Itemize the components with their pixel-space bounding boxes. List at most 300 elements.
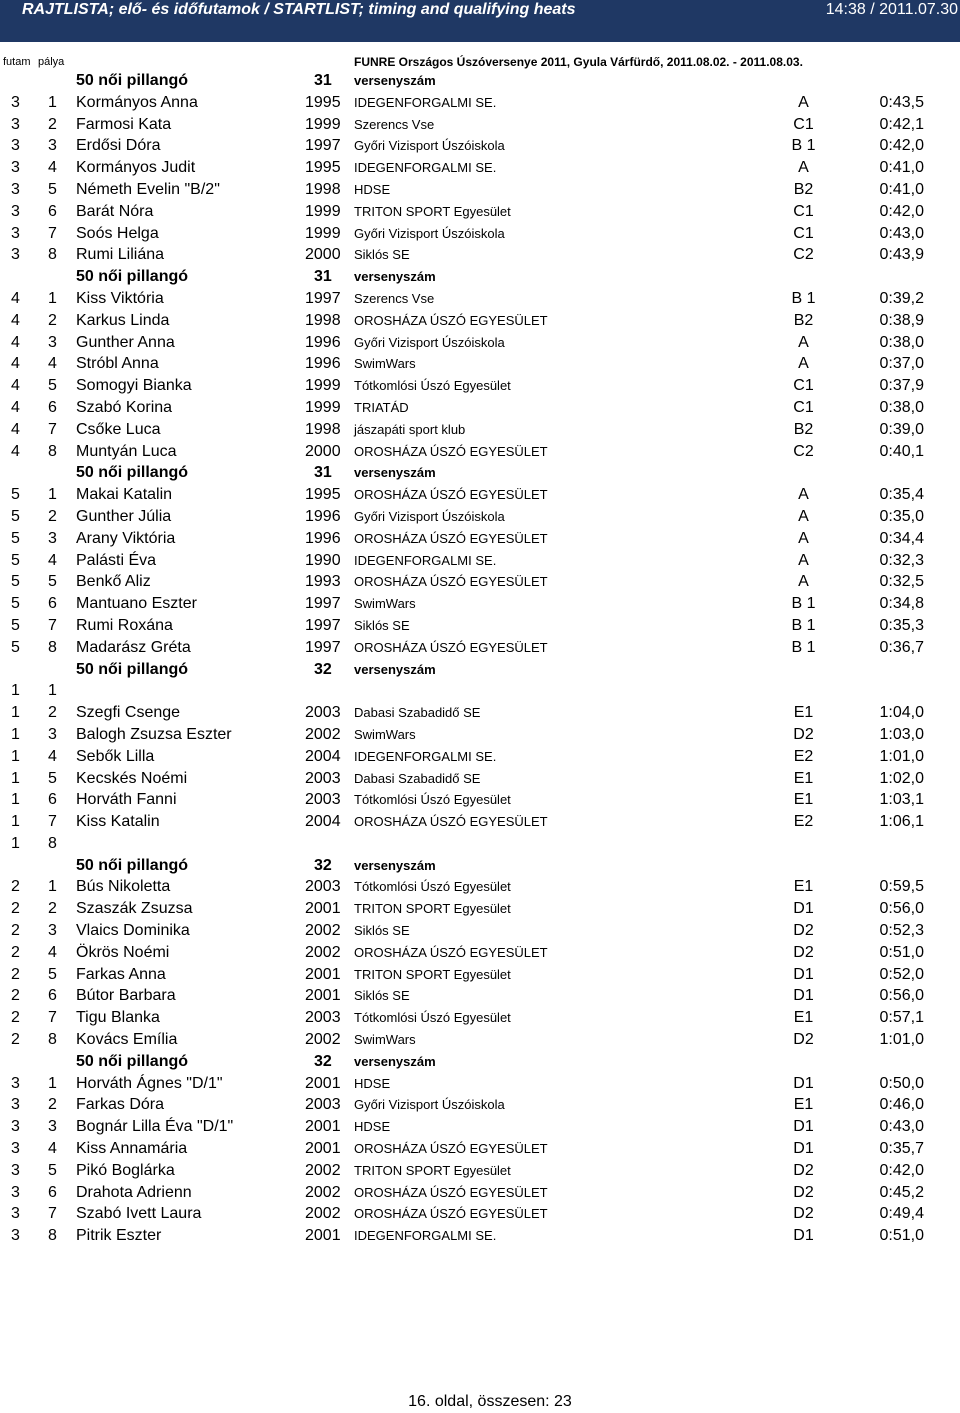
entry-time: 0:36,7 (879, 638, 924, 656)
table-row (0, 964, 960, 986)
heat-number: 2 (11, 943, 20, 961)
club-name: TRITON SPORT Egyesület (354, 1162, 511, 1178)
table-row (0, 571, 960, 593)
club-name: jászapáti sport klub (354, 421, 466, 437)
table-row (0, 1160, 960, 1182)
event-number: 31 (314, 464, 332, 482)
lane-number: 3 (48, 333, 57, 351)
birth-year: 1999 (305, 202, 341, 220)
lane-number: 5 (48, 769, 57, 787)
age-category: A (798, 573, 809, 591)
age-category: E1 (793, 1009, 814, 1027)
age-category: B2 (793, 420, 814, 438)
entry-time: 1:01,0 (879, 1031, 924, 1049)
heat-number: 4 (11, 442, 20, 460)
birth-year: 2001 (305, 1074, 341, 1092)
entry-time: 0:42,0 (879, 1161, 924, 1179)
club-name: TRITON SPORT Egyesület (354, 966, 511, 982)
entry-time: 0:37,9 (879, 377, 924, 395)
entry-time: 0:35,3 (879, 616, 924, 634)
club-name: Siklós SE (354, 988, 410, 1004)
lane-number: 1 (48, 682, 57, 700)
age-category: D2 (793, 1031, 814, 1049)
heat-number: 5 (11, 573, 20, 591)
entry-time: 0:51,0 (879, 1227, 924, 1245)
birth-year: 1995 (305, 159, 341, 177)
heat-number: 3 (11, 180, 20, 198)
birth-year: 2000 (305, 246, 341, 264)
table-row (0, 1225, 960, 1247)
lane-number: 3 (48, 1118, 57, 1136)
table-row (0, 1007, 960, 1029)
club-name: SwimWars (354, 726, 416, 742)
entry-time: 0:38,0 (879, 333, 924, 351)
lane-number: 7 (48, 224, 57, 242)
lane-number: 3 (48, 725, 57, 743)
entry-time: 0:43,0 (879, 224, 924, 242)
table-row (0, 1203, 960, 1225)
age-category: D2 (793, 1183, 814, 1201)
swimmer-name: Ökrös Noémi (76, 943, 170, 961)
club-name: HDSE (354, 1119, 391, 1135)
swimmer-name: Szabó Ivett Laura (76, 1205, 202, 1223)
birth-year: 2003 (305, 878, 341, 896)
entry-time: 0:57,1 (879, 1009, 924, 1027)
lane-number: 5 (48, 965, 57, 983)
age-category: B 1 (791, 289, 816, 307)
table-row (0, 593, 960, 615)
club-name: HDSE (354, 181, 391, 197)
club-name: Szerencs Vse (354, 290, 435, 306)
table-row (0, 397, 960, 419)
age-category: A (798, 93, 809, 111)
birth-year: 1998 (305, 420, 341, 438)
table-row (0, 484, 960, 506)
heat-number: 5 (11, 529, 20, 547)
table-row (0, 332, 960, 354)
birth-year: 2000 (305, 442, 341, 460)
lane-number: 4 (48, 355, 57, 373)
birth-year: 2003 (305, 769, 341, 787)
swimmer-name: Barát Nóra (76, 202, 154, 220)
entry-time: 0:56,0 (879, 900, 924, 918)
birth-year: 2003 (305, 704, 341, 722)
birth-year: 1996 (305, 333, 341, 351)
lane-number: 4 (48, 159, 57, 177)
page-footer: 16. oldal, összesen: 23 (408, 1393, 572, 1410)
club-name: TRITON SPORT Egyesület (354, 901, 511, 917)
entry-time: 0:41,0 (879, 180, 924, 198)
club-name: OROSHÁZA ÚSZÓ EGYESÜLET (354, 1206, 548, 1222)
swimmer-name: Sebők Lilla (76, 747, 155, 765)
swimmer-name: Szegfi Csenge (76, 704, 181, 722)
club-name: Tótkomlósi Úszó Egyesület (354, 378, 511, 394)
lane-number: 6 (48, 595, 57, 613)
birth-year: 1997 (305, 616, 341, 634)
age-category: B2 (793, 180, 814, 198)
lane-number: 3 (48, 137, 57, 155)
swimmer-name: Soós Helga (76, 224, 159, 242)
column-header-heat: futam (3, 56, 31, 68)
birth-year: 2002 (305, 943, 341, 961)
event-label: versenyszám (354, 1053, 436, 1069)
swimmer-name: Pikó Boglárka (76, 1161, 175, 1179)
swimmer-name: Makai Katalin (76, 486, 173, 504)
age-category: D2 (793, 1205, 814, 1223)
swimmer-name: Kiss Viktória (76, 289, 164, 307)
lane-number: 8 (48, 638, 57, 656)
swimmer-name: Kormányos Anna (76, 93, 198, 111)
event-number: 32 (314, 856, 332, 874)
club-name: Szerencs Vse (354, 116, 435, 132)
club-name: Tótkomlósi Úszó Egyesület (354, 879, 511, 895)
table-row (0, 441, 960, 463)
heat-number: 4 (11, 377, 20, 395)
entry-time: 0:43,9 (879, 246, 924, 264)
lane-number: 6 (48, 202, 57, 220)
heat-number: 3 (11, 1140, 20, 1158)
heat-number: 4 (11, 311, 20, 329)
heat-number: 1 (11, 704, 20, 722)
lane-number: 5 (48, 180, 57, 198)
age-category: D1 (793, 900, 814, 918)
age-category: E1 (793, 791, 814, 809)
entry-time: 0:42,0 (879, 202, 924, 220)
age-category: D1 (793, 1140, 814, 1158)
age-category: C1 (793, 398, 814, 416)
event-number: 31 (314, 72, 332, 89)
birth-year: 2003 (305, 791, 341, 809)
table-row (0, 680, 960, 702)
swimmer-name: Bús Nikoletta (76, 878, 171, 896)
heat-number: 1 (11, 813, 20, 831)
birth-year: 2001 (305, 965, 341, 983)
age-category: A (798, 333, 809, 351)
table-row (0, 201, 960, 223)
swimmer-name: Arany Viktória (76, 529, 176, 547)
swimmer-name: Kormányos Judit (76, 159, 196, 177)
entry-time: 0:39,0 (879, 420, 924, 438)
table-row (0, 811, 960, 833)
entry-time: 0:35,4 (879, 486, 924, 504)
club-name: TRIATÁD (354, 399, 409, 415)
birth-year: 2001 (305, 900, 341, 918)
lane-number: 7 (48, 420, 57, 438)
club-name: IDEGENFORGALMI SE. (354, 1228, 497, 1244)
entry-time: 1:03,0 (879, 725, 924, 743)
age-category: B 1 (791, 137, 816, 155)
event-label: versenyszám (354, 661, 436, 677)
entry-time: 0:59,5 (879, 878, 924, 896)
entry-time: 0:40,1 (879, 442, 924, 460)
swimmer-name: Erdősi Dóra (76, 137, 161, 155)
age-category: D2 (793, 922, 814, 940)
lane-number: 1 (48, 486, 57, 504)
club-name: SwimWars (354, 1032, 416, 1048)
heat-number: 1 (11, 834, 20, 852)
swimmer-name: Rumi Liliána (76, 246, 165, 264)
heat-number: 3 (11, 1227, 20, 1245)
entry-time: 0:35,7 (879, 1140, 924, 1158)
lane-number: 5 (48, 1161, 57, 1179)
lane-number: 6 (48, 987, 57, 1005)
birth-year: 1999 (305, 224, 341, 242)
entry-time: 0:56,0 (879, 987, 924, 1005)
heat-number: 5 (11, 638, 20, 656)
age-category: D2 (793, 1161, 814, 1179)
swimmer-name: Stróbl Anna (76, 355, 159, 373)
swimmer-name: Benkő Aliz (76, 573, 151, 591)
birth-year: 1996 (305, 529, 341, 547)
club-name: OROSHÁZA ÚSZÓ EGYESÜLET (354, 944, 548, 960)
age-category: B 1 (791, 595, 816, 613)
document-title: RAJTLISTA; elő- és időfutamok / STARTLIST; timing and qualifying heats (22, 1, 576, 18)
entry-time: 0:46,0 (879, 1096, 924, 1114)
birth-year: 1997 (305, 638, 341, 656)
entry-time: 0:43,0 (879, 1118, 924, 1136)
lane-number: 8 (48, 1031, 57, 1049)
club-name: HDSE (354, 1075, 391, 1091)
event-label: versenyszám (354, 857, 436, 873)
heat-number: 3 (11, 1074, 20, 1092)
swimmer-name: Gunther Júlia (76, 507, 172, 525)
title-bar (0, 0, 960, 42)
age-category: C1 (793, 115, 814, 133)
entry-time: 0:43,5 (879, 93, 924, 111)
swimmer-name: Németh Evelin "B/2" (76, 180, 220, 198)
swimmer-name: Gunther Anna (76, 333, 175, 351)
birth-year: 2001 (305, 1118, 341, 1136)
swimmer-name: Balogh Zsuzsa Eszter (76, 725, 232, 743)
age-category: A (798, 159, 809, 177)
birth-year: 1998 (305, 311, 341, 329)
entry-time: 0:38,9 (879, 311, 924, 329)
club-name: OROSHÁZA ÚSZÓ EGYESÜLET (354, 639, 548, 655)
swimmer-name: Csőke Luca (76, 420, 161, 438)
entry-time: 0:39,2 (879, 289, 924, 307)
event-label: versenyszám (354, 465, 436, 481)
table-row (0, 244, 960, 266)
event-header (0, 855, 960, 877)
table-row (0, 702, 960, 724)
birth-year: 2004 (305, 747, 341, 765)
lane-number: 2 (48, 115, 57, 133)
entry-time: 1:01,0 (879, 747, 924, 765)
club-name: Tótkomlósi Úszó Egyesület (354, 1010, 511, 1026)
lane-number: 7 (48, 616, 57, 634)
swimmer-name: Somogyi Bianka (76, 377, 192, 395)
lane-number: 4 (48, 551, 57, 569)
birth-year: 1996 (305, 507, 341, 525)
club-name: Siklós SE (354, 923, 410, 939)
swimmer-name: Madarász Gréta (76, 638, 191, 656)
entry-time: 0:50,0 (879, 1074, 924, 1092)
swimmer-name: Tigu Blanka (76, 1009, 160, 1027)
swimmer-name: Bútor Barbara (76, 987, 176, 1005)
lane-number: 6 (48, 398, 57, 416)
table-row (0, 1029, 960, 1051)
lane-number: 3 (48, 529, 57, 547)
event-header (0, 462, 960, 484)
table-row (0, 157, 960, 179)
event-header (0, 659, 960, 681)
table-row (0, 1138, 960, 1160)
entry-time: 0:32,3 (879, 551, 924, 569)
entry-time: 0:38,0 (879, 398, 924, 416)
table-row (0, 310, 960, 332)
event-label: versenyszám (354, 269, 436, 285)
lane-number: 1 (48, 289, 57, 307)
table-row (0, 223, 960, 245)
swimmer-name: Szabó Korina (76, 398, 173, 416)
swimmer-name: Karkus Linda (76, 311, 170, 329)
age-category: C1 (793, 202, 814, 220)
age-category: C2 (793, 442, 814, 460)
lane-number: 6 (48, 1183, 57, 1201)
heat-number: 3 (11, 137, 20, 155)
heat-number: 2 (11, 1009, 20, 1027)
age-category: D2 (793, 943, 814, 961)
entry-time: 1:04,0 (879, 704, 924, 722)
table-row (0, 114, 960, 136)
age-category: A (798, 551, 809, 569)
club-name: Dabasi Szabadidő SE (354, 770, 481, 786)
age-category: E1 (793, 704, 814, 722)
birth-year: 1993 (305, 573, 341, 591)
age-category: D2 (793, 725, 814, 743)
entry-time: 0:37,0 (879, 355, 924, 373)
swimmer-name: Bognár Lilla Éva "D/1" (76, 1118, 234, 1136)
table-row (0, 135, 960, 157)
heat-number: 3 (11, 1161, 20, 1179)
event-name: 50 női pillangó (76, 1052, 189, 1070)
heat-number: 3 (11, 1205, 20, 1223)
birth-year: 2003 (305, 1009, 341, 1027)
heat-number: 3 (11, 1183, 20, 1201)
event-label: versenyszám (354, 73, 436, 88)
birth-year: 1999 (305, 115, 341, 133)
swimmer-name: Mantuano Eszter (76, 595, 197, 613)
swimmer-name: Kovács Emília (76, 1031, 178, 1049)
heat-number: 1 (11, 682, 20, 700)
swimmer-name: Horváth Ágnes "D/1" (76, 1074, 223, 1092)
entry-time: 0:52,3 (879, 922, 924, 940)
table-row (0, 920, 960, 942)
table-row (0, 419, 960, 441)
lane-number: 8 (48, 442, 57, 460)
heat-number: 5 (11, 507, 20, 525)
swimmer-name: Farkas Dóra (76, 1096, 165, 1114)
club-name: Győri Vizisport Úszóiskola (354, 334, 505, 350)
heat-number: 2 (11, 1031, 20, 1049)
entry-time: 0:34,4 (879, 529, 924, 547)
birth-year: 2001 (305, 987, 341, 1005)
club-name: TRITON SPORT Egyesület (354, 203, 511, 219)
entry-time: 1:06,1 (879, 813, 924, 831)
heat-number: 5 (11, 551, 20, 569)
heat-number: 2 (11, 965, 20, 983)
heat-number: 2 (11, 922, 20, 940)
swimmer-name: Kiss Annamária (76, 1140, 188, 1158)
lane-number: 7 (48, 1205, 57, 1223)
event-name: 50 női pillangó (76, 464, 189, 482)
table-row (0, 789, 960, 811)
heat-number: 2 (11, 900, 20, 918)
lane-number: 2 (48, 311, 57, 329)
birth-year: 2002 (305, 1161, 341, 1179)
birth-year: 1990 (305, 551, 341, 569)
table-row (0, 288, 960, 310)
age-category: D1 (793, 1118, 814, 1136)
age-category: A (798, 355, 809, 373)
entry-time: 0:42,0 (879, 137, 924, 155)
age-category: D1 (793, 987, 814, 1005)
heat-number: 1 (11, 769, 20, 787)
table-row (0, 1182, 960, 1204)
club-name: IDEGENFORGALMI SE. (354, 94, 497, 110)
lane-number: 8 (48, 246, 57, 264)
heat-number: 1 (11, 725, 20, 743)
entry-time: 0:32,5 (879, 573, 924, 591)
lane-number: 4 (48, 1140, 57, 1158)
club-name: SwimWars (354, 596, 416, 612)
birth-year: 1997 (305, 137, 341, 155)
birth-year: 1997 (305, 289, 341, 307)
swimmer-name: Farkas Anna (76, 965, 166, 983)
table-row (0, 528, 960, 550)
heat-number: 3 (11, 1096, 20, 1114)
table-row (0, 1116, 960, 1138)
age-category: C1 (793, 224, 814, 242)
age-category: A (798, 529, 809, 547)
heat-number: 5 (11, 486, 20, 504)
table-row (0, 615, 960, 637)
table-row (0, 506, 960, 528)
age-category: E2 (793, 747, 814, 765)
event-header (0, 70, 960, 92)
lane-number: 7 (48, 1009, 57, 1027)
birth-year: 2001 (305, 1227, 341, 1245)
heat-number: 4 (11, 420, 20, 438)
lane-number: 8 (48, 1227, 57, 1245)
club-name: IDEGENFORGALMI SE. (354, 160, 497, 176)
table-row (0, 179, 960, 201)
heat-number: 5 (11, 616, 20, 634)
swimmer-name: Pitrik Eszter (76, 1227, 162, 1245)
lane-number: 3 (48, 922, 57, 940)
event-name: 50 női pillangó (76, 660, 189, 678)
club-name: OROSHÁZA ÚSZÓ EGYESÜLET (354, 312, 548, 328)
age-category: C1 (793, 377, 814, 395)
birth-year: 1996 (305, 355, 341, 373)
swimmer-name: Muntyán Luca (76, 442, 177, 460)
table-row (0, 724, 960, 746)
heat-number: 3 (11, 224, 20, 242)
entry-time: 0:49,4 (879, 1205, 924, 1223)
club-name: OROSHÁZA ÚSZÓ EGYESÜLET (354, 574, 548, 590)
heat-number: 4 (11, 355, 20, 373)
birth-year: 2003 (305, 1096, 341, 1114)
table-row (0, 1094, 960, 1116)
age-category: E1 (793, 769, 814, 787)
entry-time: 0:35,0 (879, 507, 924, 525)
lane-number: 1 (48, 93, 57, 111)
age-category: B2 (793, 311, 814, 329)
lane-number: 1 (48, 878, 57, 896)
lane-number: 2 (48, 900, 57, 918)
birth-year: 1995 (305, 93, 341, 111)
age-category: B 1 (791, 638, 816, 656)
